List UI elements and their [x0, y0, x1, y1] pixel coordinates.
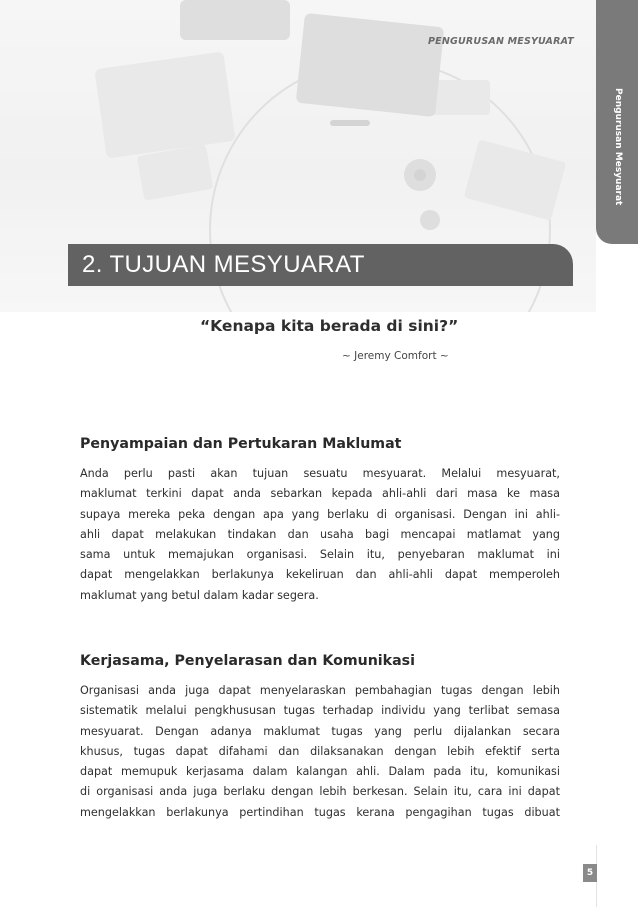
- section-heading: Kerjasama, Penyelarasan dan Komunikasi: [80, 653, 415, 669]
- quote-author: ~ Jeremy Comfort ~: [342, 350, 449, 362]
- running-header: PENGURUSAN MESYUARAT: [428, 36, 574, 47]
- paragraph-line: mengelakkan berlakunya pertindihan tugas kerana pengagihan tugas dibuat: [80, 805, 560, 819]
- paragraph-line: ahli dapat melakukan tindakan dan usaha bagi mencapai matlamat yang: [80, 527, 560, 541]
- chapter-side-tab: [596, 0, 638, 244]
- paragraph-line: Organisasi anda juga dapat menyelaraskan pembahagian tugas dengan lebih: [80, 684, 560, 697]
- section-cooperation: [80, 653, 560, 823]
- section-information-exchange: [80, 436, 560, 606]
- page-number: 5: [583, 864, 597, 882]
- paragraph-line: di organisasi anda juga berlaku dengan lebih berkesan. Selain itu, cara ini dapat: [80, 785, 560, 799]
- paragraph-line: Anda perlu pasti akan tujuan sesuatu mesyuarat. Melalui mesyuarat,: [80, 467, 560, 480]
- paragraph-line: maklumat yang betul dalam kadar segera.: [80, 588, 319, 602]
- section-title-band: [68, 244, 573, 286]
- paragraph-line: sama untuk memajukan organisasi. Selain itu, penyebaran maklumat ini: [80, 548, 560, 562]
- paragraph-line: supaya mereka peka dengan apa yang berlaku di organisasi. Dengan ini ahli-: [80, 507, 560, 521]
- quote-text: “Kenapa kita berada di sini?”: [200, 317, 459, 335]
- paragraph-line: dapat memupuk kerjasama dalam kalangan ahli. Dalam pada itu, komunikasi: [80, 765, 560, 779]
- section-title: 2. TUJUAN MESYUARAT: [82, 251, 365, 278]
- paragraph-line: sistematik melalui pengkhususan tugas terhadap individu yang terlibat semasa: [80, 704, 560, 718]
- section-heading: Penyampaian dan Pertukaran Maklumat: [80, 436, 402, 452]
- paragraph-line: maklumat terkini dapat anda sebarkan kepada ahli-ahli dari masa ke masa: [80, 487, 560, 501]
- paragraph-line: dapat mengelakkan berlakunya kekeliruan dan ahli-ahli dapat memperoleh: [80, 568, 560, 582]
- section-paragraph: [80, 681, 560, 823]
- section-paragraph: [80, 464, 560, 606]
- paragraph-line: khusus, tugas dapat difahami dan dilaksanakan dengan lebih efektif serta: [80, 744, 560, 758]
- side-tab-label: Pengurusan Mesyuarat: [613, 88, 623, 206]
- paragraph-line: mesyuarat. Dengan adanya maklumat tugas yang perlu dijalankan secara: [80, 724, 560, 738]
